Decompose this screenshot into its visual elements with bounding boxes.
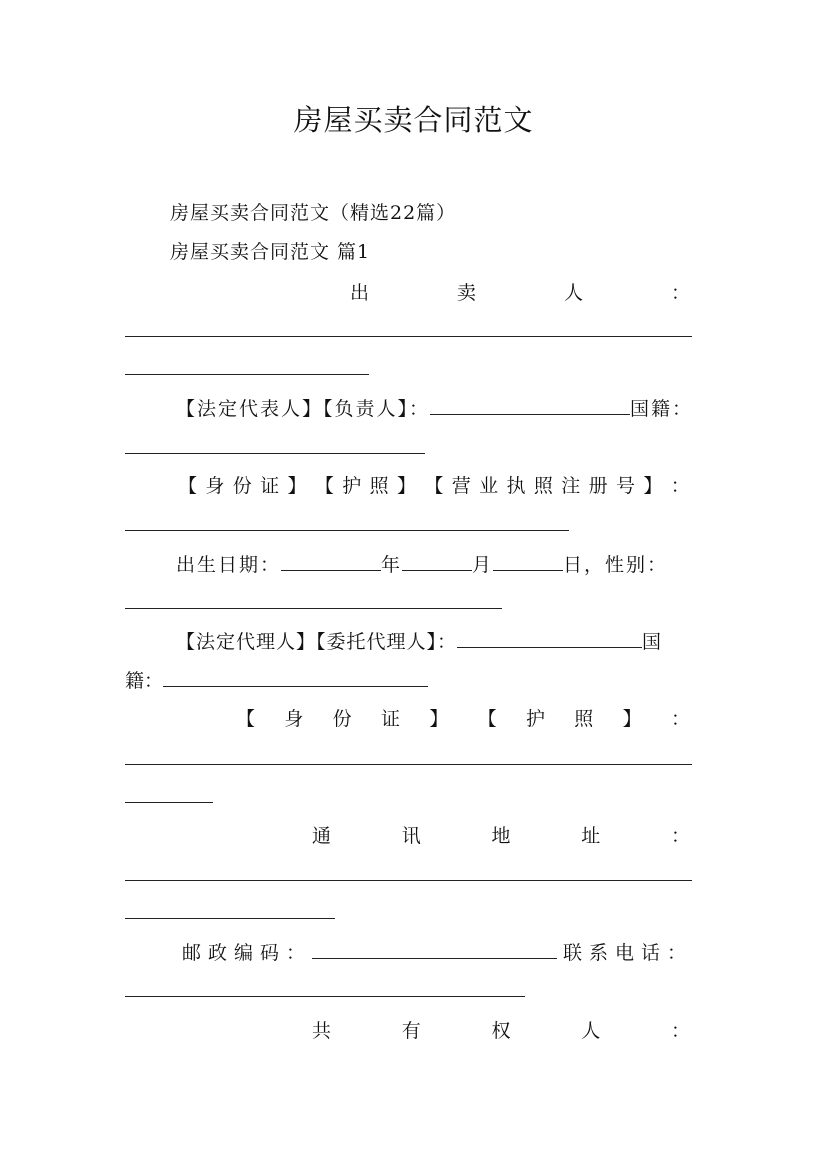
- id-char: 】: [643, 475, 663, 497]
- coowner-char: 人: [581, 1020, 601, 1042]
- id2-blank-line-1[interactable]: [125, 764, 692, 765]
- birth-row: [176, 550, 668, 577]
- id2-char: 】: [622, 708, 642, 730]
- nationality-blank[interactable]: [125, 453, 425, 454]
- id-char: 册: [588, 475, 608, 497]
- gender-blank[interactable]: [125, 608, 502, 609]
- address-blank-line-2[interactable]: [125, 918, 335, 919]
- id-char: 业: [479, 475, 499, 497]
- id-char: 照: [369, 475, 389, 497]
- address-label: [312, 821, 690, 848]
- id-char: 执: [506, 475, 526, 497]
- id-char: 份: [232, 475, 252, 497]
- subtitle: 房屋买卖合同范文（精选22篇）: [170, 202, 457, 224]
- id-char: 注: [561, 475, 581, 497]
- birth-month-blank[interactable]: [402, 554, 472, 571]
- nationality-label: 国籍：: [630, 398, 694, 420]
- id-char: 营: [451, 475, 471, 497]
- section-heading: 房屋买卖合同范文 篇1: [170, 241, 371, 263]
- agent-blank[interactable]: [457, 631, 642, 648]
- id-char: 身: [205, 475, 225, 497]
- year-label: 年: [381, 554, 403, 576]
- agent-nationality-row: [125, 666, 428, 693]
- id-char: 】: [397, 475, 417, 497]
- agent-row: [176, 627, 662, 654]
- id2-blank-line-2[interactable]: [125, 802, 213, 803]
- seller-char: 出: [350, 282, 370, 304]
- phone-label: 联系电话：: [563, 942, 694, 964]
- id2-char: 照: [574, 708, 594, 730]
- document-title: 房屋买卖合同范文: [293, 103, 534, 137]
- agent-guo: 国: [642, 631, 663, 653]
- address-char: 通: [312, 825, 332, 847]
- postal-row: [182, 938, 693, 965]
- id-blank[interactable]: [125, 530, 569, 531]
- id-char: 【: [314, 475, 334, 497]
- id-char: 护: [342, 475, 362, 497]
- month-label: 月: [472, 554, 494, 576]
- id-char: ：: [670, 475, 690, 497]
- agent-nationality-blank[interactable]: [163, 670, 428, 687]
- id-char: 证: [260, 475, 280, 497]
- id-char: 】: [287, 475, 307, 497]
- id2-char: 证: [380, 708, 400, 730]
- birth-day-blank[interactable]: [493, 554, 563, 571]
- address-char: 地: [491, 825, 511, 847]
- seller-char: ：: [670, 282, 690, 304]
- id-license-label: [178, 471, 690, 498]
- seller-char: 卖: [456, 282, 476, 304]
- postal-label: 邮政编码：: [182, 942, 313, 964]
- id2-char: 份: [332, 708, 352, 730]
- coowner-label: [312, 1016, 690, 1043]
- address-blank-line-1[interactable]: [125, 880, 692, 881]
- coowner-char: 权: [491, 1020, 511, 1042]
- address-char: ：: [670, 825, 690, 847]
- coowner-char: ：: [670, 1020, 690, 1042]
- id-label-2: [236, 704, 690, 731]
- seller-blank-line-1[interactable]: [125, 336, 692, 337]
- address-char: 址: [581, 825, 601, 847]
- seller-label: [350, 278, 690, 305]
- id2-char: 护: [525, 708, 545, 730]
- day-gender-label: 日，性别：: [563, 554, 669, 576]
- address-char: 讯: [401, 825, 421, 847]
- coowner-char: 共: [312, 1020, 332, 1042]
- id-char: 【: [178, 475, 198, 497]
- id2-char: 身: [284, 708, 304, 730]
- coowner-char: 有: [401, 1020, 421, 1042]
- legal-rep-row: [176, 394, 693, 421]
- id-char: 【: [424, 475, 444, 497]
- id2-char: 【: [236, 708, 256, 730]
- phone-blank[interactable]: [125, 996, 525, 997]
- id2-char: ：: [670, 708, 690, 730]
- postal-blank[interactable]: [312, 942, 557, 959]
- id-char: 照: [533, 475, 553, 497]
- agent-label: 【法定代理人】【委托代理人】：: [176, 631, 458, 653]
- id-char: 号: [616, 475, 636, 497]
- legal-rep-label: 【法定代表人】【负责人】：: [176, 398, 431, 420]
- agent-nationality-label: 籍：: [125, 670, 164, 692]
- birth-label: 出生日期：: [176, 554, 282, 576]
- birth-year-blank[interactable]: [281, 554, 381, 571]
- seller-blank-line-2[interactable]: [125, 374, 369, 375]
- id2-char: 【: [477, 708, 497, 730]
- seller-char: 人: [563, 282, 583, 304]
- legal-rep-blank[interactable]: [430, 398, 630, 415]
- id2-char: 】: [429, 708, 449, 730]
